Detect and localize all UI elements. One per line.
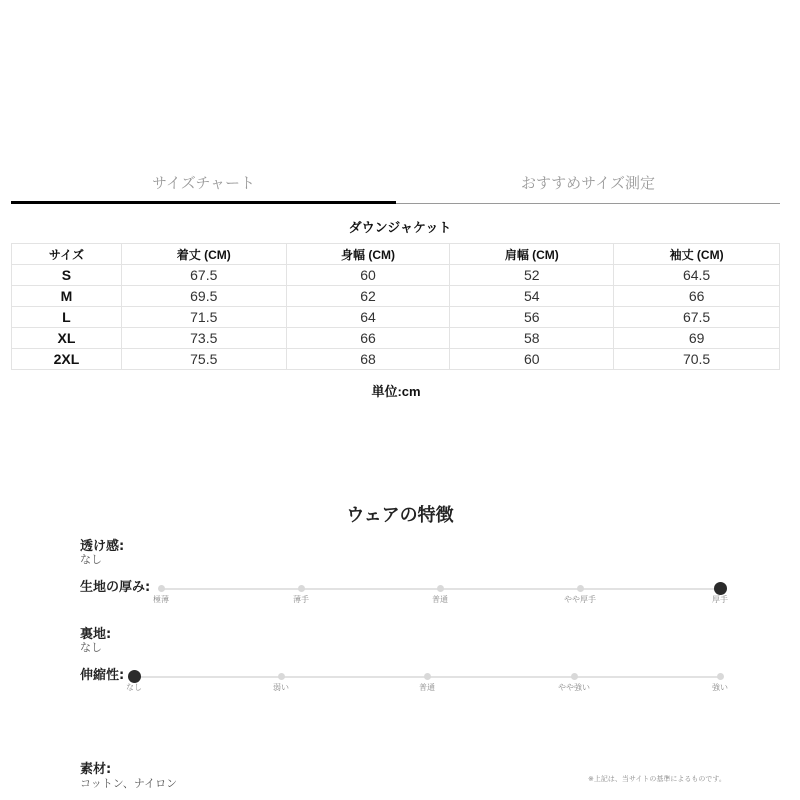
table-cell: 75.5 (121, 349, 286, 370)
thickness-label: 生地の厚み: (80, 580, 151, 595)
table-cell: 68 (286, 349, 450, 370)
thickness-stop-label: 極薄 (153, 595, 169, 604)
table-cell: 69 (614, 328, 780, 349)
lining-value: なし (80, 641, 102, 654)
material-value: コットン、ナイロン (80, 777, 178, 790)
column-header-shoulder-width: 肩幅 (CM) (450, 244, 614, 265)
disclaimer-note: ※上記は、当サイトの基準によるものです。 (588, 775, 726, 783)
table-cell: 70.5 (614, 349, 780, 370)
table-cell: 54 (450, 286, 614, 307)
table-cell: 60 (450, 349, 614, 370)
table-cell-size: XL (12, 328, 122, 349)
stretch-stop-label: なし (126, 683, 142, 692)
table-cell: 60 (286, 265, 450, 286)
stretch-scale (126, 668, 728, 698)
transparency-label: 透け感: (80, 539, 125, 554)
table-cell-size: S (12, 265, 122, 286)
table-row (12, 286, 780, 307)
table-title: ダウンジャケット (348, 221, 452, 236)
table-cell: 64 (286, 307, 450, 328)
thickness-stop-label: 厚手 (712, 595, 728, 604)
column-header-chest-width: 身幅 (CM) (286, 244, 450, 265)
features-title: ウェアの特徴 (346, 505, 454, 526)
table-cell: 52 (450, 265, 614, 286)
table-cell: 66 (286, 328, 450, 349)
scale-dot-icon (437, 585, 444, 592)
scale-dot-icon (158, 585, 165, 592)
table-cell: 56 (450, 307, 614, 328)
table-cell: 67.5 (614, 307, 780, 328)
tab-recommended-size[interactable]: おすすめサイズ測定 (396, 168, 780, 204)
thickness-scale (153, 580, 728, 610)
table-cell-size: L (12, 307, 122, 328)
scale-dot-icon (298, 585, 305, 592)
column-header-sleeve-length: 袖丈 (CM) (614, 244, 780, 265)
column-header-length: 着丈 (CM) (121, 244, 286, 265)
unit-label: 単位:cm (371, 384, 421, 399)
scale-dot-icon (424, 673, 431, 680)
scale-dot-icon (577, 585, 584, 592)
thickness-stop-label: 薄手 (293, 595, 309, 604)
table-row (12, 328, 780, 349)
table-cell: 62 (286, 286, 450, 307)
material-label: 素材: (80, 762, 112, 777)
stretch-label: 伸縮性: (80, 668, 125, 683)
table-header-row (12, 244, 780, 265)
scale-dot-icon (278, 673, 285, 680)
thickness-stop-label: 普通 (432, 595, 448, 604)
table-cell: 58 (450, 328, 614, 349)
stretch-stop-label: 強い (712, 683, 728, 692)
size-table (11, 243, 780, 370)
table-row (12, 265, 780, 286)
table-cell: 67.5 (121, 265, 286, 286)
transparency-value: なし (80, 553, 102, 566)
column-header-size: サイズ (12, 244, 122, 265)
table-cell-size: M (12, 286, 122, 307)
scale-dot-icon (717, 673, 724, 680)
tab-size-chart[interactable]: サイズチャート (11, 168, 396, 204)
table-cell-size: 2XL (12, 349, 122, 370)
lining-label: 裏地: (80, 627, 112, 642)
size-tabs (11, 168, 780, 204)
table-cell: 64.5 (614, 265, 780, 286)
stretch-stop-label: 弱い (273, 683, 289, 692)
scale-dot-icon (571, 673, 578, 680)
stretch-stop-label: 普通 (419, 683, 435, 692)
table-row (12, 349, 780, 370)
table-cell: 66 (614, 286, 780, 307)
table-row (12, 307, 780, 328)
table-cell: 71.5 (121, 307, 286, 328)
table-cell: 73.5 (121, 328, 286, 349)
thickness-stop-label: やや厚手 (564, 595, 596, 604)
table-cell: 69.5 (121, 286, 286, 307)
stretch-stop-label: やや強い (558, 683, 590, 692)
